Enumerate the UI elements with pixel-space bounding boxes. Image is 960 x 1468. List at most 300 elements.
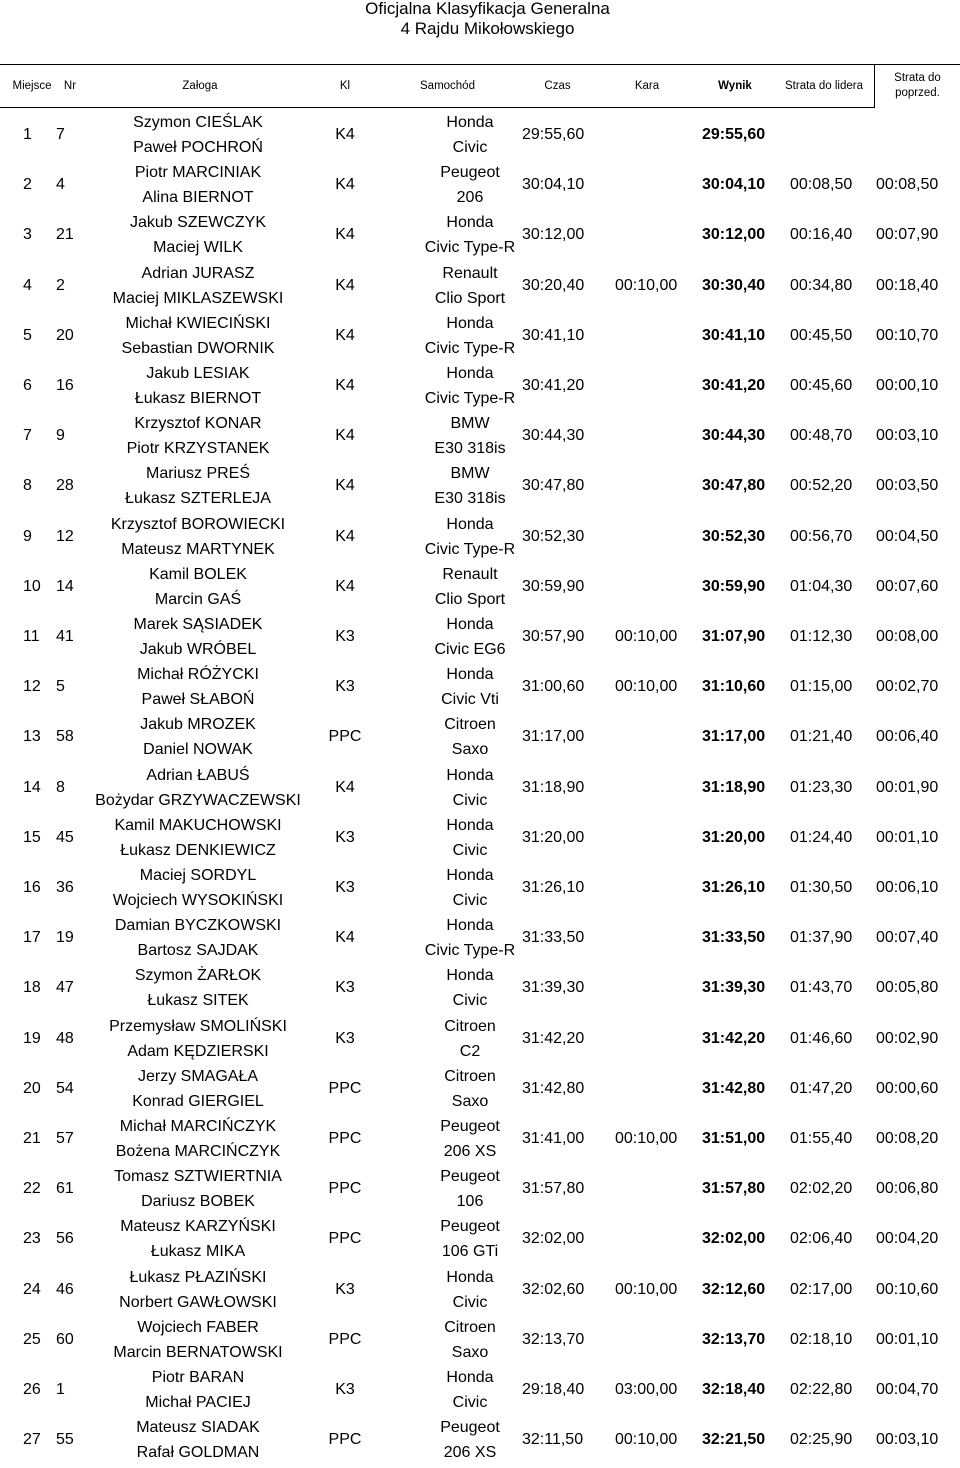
car-model: Civic Type-R — [424, 339, 516, 357]
header-gap-previous — [874, 65, 960, 108]
car-model: Civic — [452, 1293, 488, 1311]
nr-cell: 12 — [56, 527, 74, 545]
car-make: Honda — [446, 616, 494, 633]
event-name: 4 Rajdu Mikołowskiego — [400, 19, 575, 38]
car-make: Citroen — [444, 716, 496, 734]
car-model: Civic — [452, 892, 488, 909]
driver-name: Jerzy SMAGAŁA — [137, 1067, 259, 1085]
class-cell: K4 — [335, 226, 355, 244]
header-gap-previous-line2: poprzed. — [895, 87, 940, 99]
nr-cell: 61 — [56, 1180, 74, 1198]
car-model: Civic — [452, 139, 488, 156]
time-cell: 30:59,90 — [522, 577, 585, 595]
result-cell: 31:17,00 — [702, 728, 766, 746]
class-cell: K4 — [335, 377, 355, 394]
table-row — [0, 813, 960, 863]
time-cell: 31:26,10 — [522, 879, 585, 896]
place-cell: 9 — [23, 527, 32, 545]
time-cell: 30:47,80 — [522, 477, 585, 495]
car-model: 206 XS — [443, 1444, 497, 1462]
table-header — [0, 64, 960, 108]
class-cell: K3 — [335, 1381, 355, 1398]
result-cell: 32:21,50 — [702, 1431, 766, 1449]
gap-leader-cell: 01:55,40 — [790, 1130, 853, 1147]
nr-cell: 41 — [56, 628, 74, 645]
penalty-cell — [615, 461, 695, 511]
place-cell: 1 — [23, 126, 32, 143]
nr-cell: 2 — [56, 276, 65, 294]
car-model: Civic Vti — [441, 691, 499, 709]
class-cell: K3 — [335, 979, 355, 997]
gap-leader-cell: 00:08,50 — [790, 176, 853, 194]
table-row — [0, 1265, 960, 1315]
time-cell: 30:44,30 — [522, 427, 585, 445]
car-make: Honda — [446, 917, 494, 935]
codriver-name: Maciej WILK — [153, 239, 243, 257]
car-model: Civic — [452, 992, 488, 1010]
nr-cell: 5 — [56, 678, 65, 696]
codriver-name: Paweł POCHROŃ — [133, 139, 263, 156]
penalty-cell: 00:10,00 — [615, 1280, 678, 1298]
gap-previous-cell: 00:01,10 — [876, 1330, 939, 1348]
table-row — [0, 1214, 960, 1264]
codriver-name: Bożena MARCIŃCZYK — [115, 1143, 281, 1160]
driver-name: Krzysztof KONAR — [134, 415, 262, 433]
result-cell: 31:18,90 — [702, 778, 766, 796]
place-cell: 3 — [23, 226, 32, 244]
class-cell: PPC — [328, 1230, 362, 1248]
result-cell: 30:30,40 — [702, 276, 766, 294]
time-cell: 30:41,20 — [522, 377, 585, 394]
class-cell: PPC — [328, 1130, 362, 1147]
result-cell: 31:26,10 — [702, 879, 766, 896]
gap-leader-cell: 01:15,00 — [790, 678, 853, 696]
penalty-cell: 00:10,00 — [615, 628, 678, 645]
gap-leader-cell: 01:37,90 — [790, 929, 853, 947]
table-row — [0, 411, 960, 461]
car-make: Citroen — [444, 1017, 496, 1035]
gap-previous-cell: 00:00,60 — [876, 1079, 939, 1097]
driver-name: Szymon ŻARŁOK — [134, 967, 262, 985]
codriver-name: Łukasz DENKIEWICZ — [120, 841, 276, 859]
time-cell: 30:20,40 — [522, 276, 585, 294]
car-model: Civic Type-R — [424, 942, 516, 960]
table-row — [0, 763, 960, 813]
codriver-name: Jakub WRÓBEL — [139, 641, 257, 658]
header-nr: Nr — [63, 80, 77, 92]
gap-previous-cell: 00:02,70 — [876, 678, 939, 696]
penalty-cell — [615, 110, 695, 160]
gap-leader-cell: 00:52,20 — [790, 477, 853, 495]
driver-name: Adrian ŁABUŚ — [146, 766, 250, 784]
driver-name: Wojciech FABER — [137, 1318, 259, 1336]
penalty-cell: 00:10,00 — [615, 276, 678, 294]
nr-cell: 7 — [56, 126, 65, 143]
place-cell: 15 — [23, 828, 41, 846]
penalty-cell — [615, 1214, 695, 1264]
car-model: Clio Sport — [434, 590, 506, 608]
result-cell: 30:47,80 — [702, 477, 766, 495]
penalty-cell — [615, 160, 695, 210]
gap-previous-cell: 00:06,10 — [876, 879, 939, 896]
class-cell: K3 — [335, 1029, 355, 1047]
time-cell: 32:02,00 — [522, 1230, 585, 1248]
gap-previous-cell: 00:07,40 — [876, 929, 939, 947]
penalty-cell — [615, 1014, 695, 1064]
table-row — [0, 210, 960, 260]
place-cell: 20 — [23, 1079, 41, 1097]
codriver-name: Adam KĘDZIERSKI — [127, 1042, 269, 1060]
codriver-name: Daniel NOWAK — [143, 741, 253, 759]
gap-leader-cell: 02:18,10 — [790, 1330, 853, 1348]
gap-previous-cell: 00:02,90 — [876, 1029, 939, 1047]
time-cell: 31:42,20 — [522, 1029, 585, 1047]
gap-previous-cell: 00:03,50 — [876, 477, 939, 495]
codriver-name: Łukasz SITEK — [147, 992, 249, 1010]
car-make: Honda — [446, 314, 494, 332]
result-cell: 29:55,60 — [702, 126, 766, 143]
gap-leader-cell: 01:23,30 — [790, 778, 853, 796]
place-cell: 22 — [23, 1180, 41, 1198]
gap-previous-cell: 00:10,70 — [876, 326, 939, 344]
penalty-cell — [615, 311, 695, 361]
result-cell: 30:04,10 — [702, 176, 766, 194]
place-cell: 13 — [23, 728, 41, 746]
gap-leader-cell: 00:34,80 — [790, 276, 853, 294]
table-row — [0, 662, 960, 712]
car-model: Civic Type-R — [424, 239, 516, 257]
place-cell: 12 — [23, 678, 41, 696]
codriver-name: Piotr KRZYSTANEK — [126, 440, 270, 458]
nr-cell: 36 — [56, 879, 74, 896]
class-cell: K4 — [335, 929, 355, 947]
result-cell: 32:12,60 — [702, 1280, 766, 1298]
gap-leader-cell: 02:02,20 — [790, 1180, 853, 1198]
driver-name: Szymon CIEŚLAK — [133, 114, 263, 131]
table-row — [0, 963, 960, 1013]
penalty-cell — [615, 863, 695, 913]
result-cell: 32:13,70 — [702, 1330, 766, 1348]
car-make: Peugeot — [440, 1419, 500, 1437]
table-row — [0, 913, 960, 963]
car-make: Honda — [446, 214, 494, 232]
driver-name: Mateusz KARZYŃSKI — [120, 1218, 276, 1236]
driver-name: Michał RÓŻYCKI — [137, 666, 259, 684]
place-cell: 8 — [23, 477, 32, 495]
time-cell: 31:18,90 — [522, 778, 585, 796]
gap-leader-cell: 00:45,50 — [790, 326, 853, 344]
penalty-cell — [615, 763, 695, 813]
gap-leader-cell: 00:56,70 — [790, 527, 853, 545]
gap-previous-cell: 00:03,10 — [876, 1431, 939, 1449]
time-cell: 31:41,00 — [522, 1130, 585, 1147]
codriver-name: Konrad GIERGIEL — [132, 1092, 264, 1110]
time-cell: 32:11,50 — [522, 1431, 584, 1449]
gap-previous-cell: 00:04,20 — [876, 1230, 939, 1248]
nr-cell: 57 — [56, 1130, 74, 1147]
nr-cell: 54 — [56, 1079, 74, 1097]
car-make: Citroen — [444, 1067, 496, 1085]
header-penalty: Kara — [634, 80, 660, 92]
driver-name: Marek SĄSIADEK — [133, 616, 263, 633]
gap-leader-cell: 02:06,40 — [790, 1230, 853, 1248]
driver-name: Michał MARCIŃCZYK — [119, 1118, 277, 1135]
place-cell: 16 — [23, 879, 41, 896]
penalty-cell: 00:10,00 — [615, 1431, 678, 1449]
car-make: Citroen — [444, 1318, 496, 1336]
table-row — [0, 512, 960, 562]
gap-previous-cell: 00:08,50 — [876, 176, 939, 194]
result-cell: 30:41,20 — [702, 377, 766, 394]
class-cell: K3 — [335, 628, 355, 645]
driver-name: Mariusz PREŚ — [145, 465, 251, 483]
time-cell: 32:13,70 — [522, 1330, 585, 1348]
gap-leader-cell: 01:21,40 — [790, 728, 853, 746]
penalty-cell: 00:10,00 — [615, 1130, 678, 1147]
codriver-name: Bartosz SAJDAK — [137, 942, 259, 960]
result-cell: 31:07,90 — [702, 628, 766, 645]
car-make: Peugeot — [440, 1118, 500, 1135]
result-cell: 31:33,50 — [702, 929, 766, 947]
class-cell: PPC — [328, 1180, 362, 1198]
gap-previous-cell: 00:04,70 — [876, 1381, 939, 1398]
nr-cell: 1 — [56, 1381, 65, 1398]
table-row — [0, 160, 960, 210]
header-gap-leader: Strata do lidera — [785, 80, 863, 92]
penalty-cell — [615, 913, 695, 963]
driver-name: Jakub LESIAK — [146, 365, 250, 382]
codriver-name: Łukasz MIKA — [150, 1243, 246, 1261]
codriver-name: Alina BIERNOT — [142, 189, 254, 207]
nr-cell: 9 — [56, 427, 65, 445]
driver-name: Tomasz SZTWIERTNIA — [114, 1168, 282, 1186]
nr-cell: 16 — [56, 377, 74, 394]
result-cell: 30:12,00 — [702, 226, 766, 244]
class-cell: K3 — [335, 879, 355, 896]
car-make: Honda — [446, 515, 494, 533]
car-model: Civic EG6 — [434, 641, 506, 658]
car-model: 106 GTi — [441, 1243, 499, 1261]
gap-previous-cell: 00:07,90 — [876, 226, 939, 244]
time-cell: 31:39,30 — [522, 979, 585, 997]
driver-name: Jakub SZEWCZYK — [129, 214, 267, 232]
gap-leader-cell: 02:25,90 — [790, 1431, 853, 1449]
nr-cell: 20 — [56, 326, 74, 344]
place-cell: 26 — [23, 1381, 41, 1398]
driver-name: Adrian JURASZ — [141, 264, 255, 282]
place-cell: 4 — [23, 276, 32, 294]
penalty-cell — [615, 361, 695, 411]
car-model: Saxo — [451, 741, 489, 759]
penalty-cell — [615, 1064, 695, 1114]
car-model: Civic Type-R — [424, 390, 516, 407]
nr-cell: 45 — [56, 828, 74, 846]
gap-previous-cell: 00:03,10 — [876, 427, 939, 445]
nr-cell: 46 — [56, 1280, 74, 1298]
car-make: Renault — [442, 264, 498, 282]
class-cell: K4 — [335, 176, 355, 194]
gap-leader-cell: 01:47,20 — [790, 1079, 853, 1097]
time-cell: 30:12,00 — [522, 226, 585, 244]
driver-name: Łukasz PŁAZIŃSKI — [129, 1268, 267, 1286]
place-cell: 17 — [23, 929, 41, 947]
class-cell: K4 — [335, 527, 355, 545]
penalty-cell — [615, 562, 695, 612]
result-cell: 30:52,30 — [702, 527, 766, 545]
table-row — [0, 311, 960, 361]
gap-leader-cell: 01:12,30 — [790, 628, 853, 645]
codriver-name: Łukasz SZTERLEJA — [125, 490, 271, 508]
gap-previous-cell: 00:08,00 — [876, 628, 939, 645]
penalty-cell — [615, 411, 695, 461]
place-cell: 7 — [23, 427, 32, 445]
codriver-name: Rafał GOLDMAN — [136, 1444, 260, 1462]
nr-cell: 58 — [56, 728, 74, 746]
nr-cell: 55 — [56, 1431, 74, 1449]
gap-previous-cell: 00:06,80 — [876, 1180, 939, 1198]
nr-cell: 19 — [56, 929, 74, 947]
result-cell: 30:41,10 — [702, 326, 766, 344]
nr-cell: 56 — [56, 1230, 74, 1248]
header-crew: Załoga — [182, 80, 218, 92]
codriver-name: Łukasz BIERNOT — [134, 390, 262, 407]
document-title: Oficjalna Klasyfikacja Generalna — [365, 0, 610, 18]
nr-cell: 4 — [56, 176, 65, 194]
table-row — [0, 1415, 960, 1465]
gap-previous-cell: 00:01,90 — [876, 778, 939, 796]
codriver-name: Dariusz BOBEK — [141, 1193, 255, 1211]
place-cell: 25 — [23, 1330, 41, 1348]
class-cell: K3 — [335, 678, 355, 696]
class-cell: K4 — [335, 126, 355, 143]
gap-previous-cell: 00:04,50 — [876, 527, 939, 545]
result-cell: 31:42,20 — [702, 1029, 766, 1047]
driver-name: Piotr BARAN — [151, 1369, 245, 1386]
codriver-name: Maciej MIKLASZEWSKI — [112, 289, 284, 307]
driver-name: Damian BYCZKOWSKI — [114, 917, 282, 935]
car-make: Peugeot — [440, 1218, 500, 1236]
penalty-cell: 00:10,00 — [615, 678, 678, 696]
car-make: Honda — [446, 666, 494, 684]
table-row — [0, 110, 960, 160]
result-cell: 31:57,80 — [702, 1180, 766, 1198]
time-cell: 31:57,80 — [522, 1180, 585, 1198]
time-cell: 32:02,60 — [522, 1280, 585, 1298]
place-cell: 14 — [23, 778, 41, 796]
car-model: Civic — [452, 841, 488, 859]
table-row — [0, 1164, 960, 1214]
place-cell: 2 — [23, 176, 32, 194]
result-cell: 31:51,00 — [702, 1130, 766, 1147]
gap-previous-cell: 00:05,80 — [876, 979, 939, 997]
penalty-cell — [615, 210, 695, 260]
nr-cell: 60 — [56, 1330, 74, 1348]
car-model: 206 — [456, 189, 484, 207]
place-cell: 19 — [23, 1029, 41, 1047]
place-cell: 10 — [23, 577, 41, 595]
table-row — [0, 361, 960, 411]
header-car: Samochód — [420, 80, 475, 92]
codriver-name: Norbert GAWŁOWSKI — [119, 1293, 277, 1311]
gap-leader-cell: 01:04,30 — [790, 577, 853, 595]
car-make: Honda — [446, 114, 494, 131]
driver-name: Krzysztof BOROWIECKI — [110, 515, 286, 533]
result-cell: 31:39,30 — [702, 979, 766, 997]
car-make: Honda — [446, 1268, 494, 1286]
time-cell: 31:33,50 — [522, 929, 585, 947]
penalty-cell — [615, 512, 695, 562]
result-cell: 31:42,80 — [702, 1079, 766, 1097]
gap-previous-cell: 00:01,10 — [876, 828, 939, 846]
car-make: Renault — [442, 565, 498, 583]
gap-leader-cell: 01:30,50 — [790, 879, 853, 896]
table-row — [0, 1014, 960, 1064]
time-cell: 31:42,80 — [522, 1079, 585, 1097]
gap-leader-cell: 00:45,60 — [790, 377, 853, 394]
place-cell: 24 — [23, 1280, 41, 1298]
time-cell: 31:17,00 — [522, 728, 585, 746]
codriver-name: Mateusz MARTYNEK — [121, 540, 275, 558]
gap-previous-cell: 00:10,60 — [876, 1280, 939, 1298]
car-make: Honda — [446, 365, 494, 382]
class-cell: K4 — [335, 427, 355, 445]
nr-cell: 14 — [56, 577, 74, 595]
time-cell: 30:04,10 — [522, 176, 585, 194]
time-cell: 31:20,00 — [522, 828, 585, 846]
class-cell: K4 — [335, 477, 355, 495]
driver-name: Kamil BOLEK — [149, 565, 247, 583]
codriver-name: Michał PACIEJ — [145, 1394, 251, 1411]
car-make: Honda — [446, 1369, 494, 1386]
nr-cell: 28 — [56, 477, 74, 495]
car-make: Peugeot — [440, 1168, 500, 1186]
nr-cell: 48 — [56, 1029, 74, 1047]
place-cell: 6 — [23, 377, 32, 394]
table-row — [0, 863, 960, 913]
time-cell: 29:18,40 — [522, 1381, 585, 1398]
table-row — [0, 1064, 960, 1114]
penalty-cell — [615, 1164, 695, 1214]
place-cell: 21 — [23, 1130, 41, 1147]
table-row — [0, 1365, 960, 1415]
time-cell: 30:52,30 — [522, 527, 585, 545]
table-row — [0, 562, 960, 612]
header-time: Czas — [544, 80, 571, 92]
driver-name: Jakub MROZEK — [140, 716, 256, 734]
driver-name: Mateusz SIADAK — [136, 1419, 260, 1437]
result-cell: 30:59,90 — [702, 577, 766, 595]
time-cell: 31:00,60 — [522, 678, 585, 696]
table-row — [0, 461, 960, 511]
class-cell: K4 — [335, 577, 355, 595]
class-cell: K4 — [335, 276, 355, 294]
time-cell: 29:55,60 — [522, 126, 585, 143]
result-cell: 32:18,40 — [702, 1381, 766, 1398]
driver-name: Piotr MARCINIAK — [134, 164, 262, 182]
class-cell: PPC — [328, 728, 362, 746]
class-cell: K4 — [335, 326, 355, 344]
class-cell: PPC — [328, 1431, 362, 1449]
car-model: Saxo — [451, 1343, 489, 1361]
car-model: E30 318is — [434, 490, 506, 508]
class-cell: K3 — [335, 1280, 355, 1298]
place-cell: 27 — [23, 1431, 41, 1449]
class-cell: K4 — [335, 778, 355, 796]
codriver-name: Sebastian DWORNIK — [121, 339, 275, 357]
gap-leader-cell — [790, 110, 870, 160]
car-make: Honda — [446, 816, 494, 834]
car-model: Clio Sport — [434, 289, 506, 307]
